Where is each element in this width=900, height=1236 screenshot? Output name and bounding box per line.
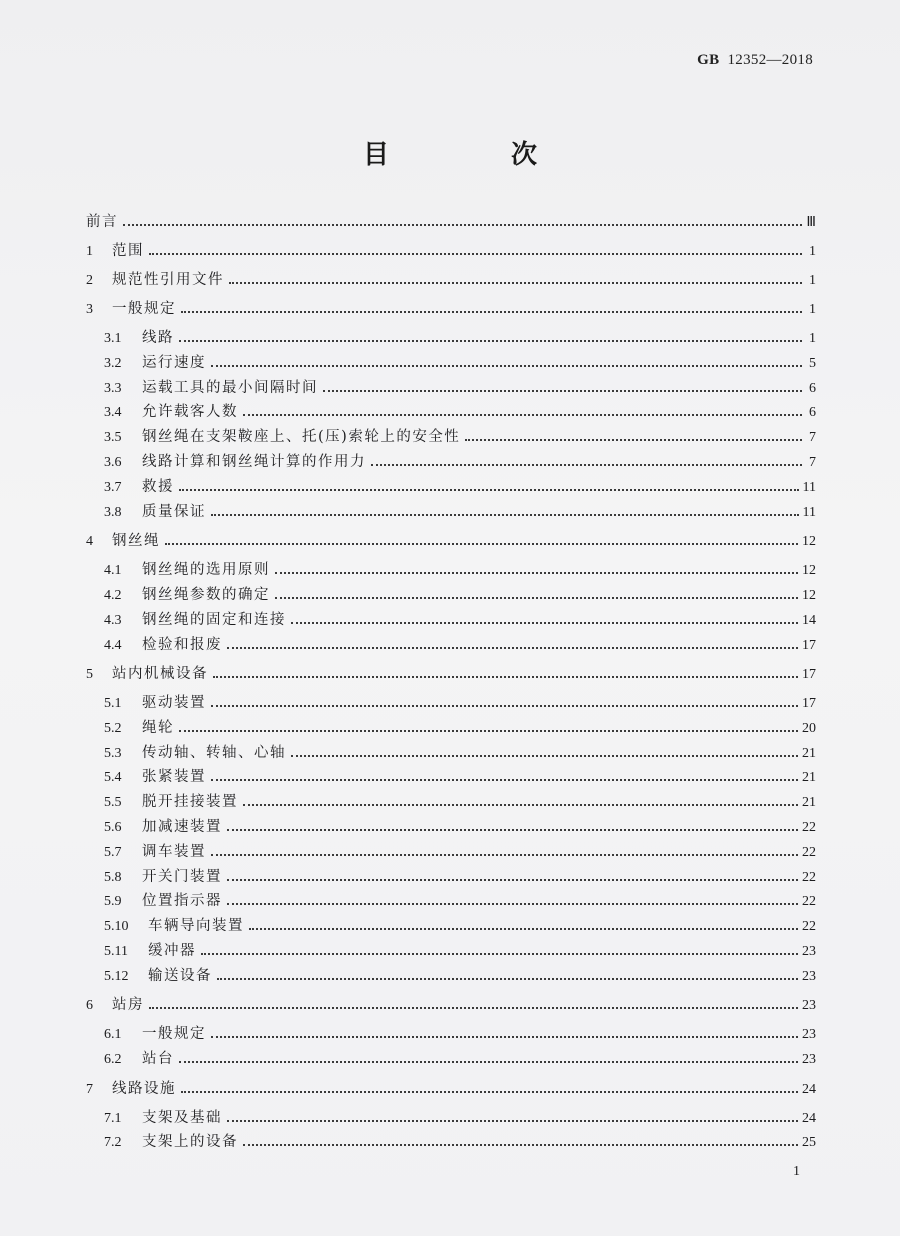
dot-leader [211,1035,798,1038]
toc-entry-page: 1 [809,302,816,317]
toc-entry-page: 22 [802,820,816,835]
dot-leader [165,542,798,545]
toc-entry [104,425,816,445]
dot-leader [227,646,798,649]
toc-entry-title: 一般规定 [112,301,176,317]
toc-entry [104,326,816,346]
toc-entry-title: 规范性引用文件 [112,272,224,288]
toc-entry-number: 4.4 [104,637,122,653]
toc-entry-number: 5.8 [104,869,122,885]
page-number: 1 [793,1164,800,1179]
standard-number: 12352—2018 [727,52,813,68]
dot-leader [211,778,798,781]
toc-entry [104,741,816,761]
toc-entry-page: 23 [802,1027,816,1043]
toc-entry-number: 3.7 [104,479,122,495]
toc-entry-title: 质量保证 [142,503,206,520]
dot-leader [179,339,802,342]
toc-entry-title: 绳轮 [142,719,174,736]
toc-entry [104,583,816,603]
toc-entry-page: 5 [809,355,816,371]
toc-entry-title: 站内机械设备 [112,666,208,682]
toc-entry-page: 14 [802,612,816,628]
toc-entry [86,529,816,549]
toc-entry-number: 1 [86,244,93,259]
toc-entry [104,964,816,984]
dot-leader [227,902,798,905]
toc-entry-title: 位置指示器 [142,893,222,910]
toc-entry-page: 22 [802,919,816,935]
toc-entry [104,558,816,578]
toc-entry-number: 5.1 [104,696,122,711]
toc-entry [86,662,816,682]
dot-leader [149,1006,798,1009]
dot-leader [291,754,798,757]
toc-entry [104,633,816,653]
toc-entry-title: 支架上的设备 [142,1134,238,1151]
toc-entry-number: 4.1 [104,563,122,579]
toc-entry-page: 23 [802,1052,816,1068]
toc-entry-title: 允许载客人数 [142,404,238,421]
toc-entry-title: 输送设备 [148,967,212,984]
toc-entry [104,1130,816,1150]
dot-leader [227,828,798,831]
toc-entry-title: 钢丝绳的选用原则 [142,562,270,579]
toc-entry [104,914,816,934]
toc-entry-page: 7 [809,455,816,470]
toc-entry-page: 22 [802,869,816,885]
dot-leader [227,878,798,881]
dot-leader [465,438,802,441]
toc-entry [104,691,816,711]
toc-entry-number: 5.12 [104,968,129,984]
toc-entry [86,268,816,288]
dot-leader [179,488,799,491]
toc-entry-page: 25 [802,1135,816,1151]
toc-entry [104,400,816,420]
toc-entry-title: 车辆导向装置 [148,918,244,935]
dot-leader [179,1060,798,1063]
toc-entry-page: 17 [802,637,816,653]
dot-leader [181,310,802,313]
dot-leader [275,571,798,574]
toc-entry [104,475,816,495]
toc-entry-page: 24 [802,1110,816,1126]
toc-entry-page: 17 [802,667,816,682]
toc-entry-number: 5.9 [104,894,122,910]
page-title: 目 次 [362,140,585,170]
dot-leader [227,1119,798,1122]
toc-entry [104,939,816,959]
toc-entry-page: 24 [802,1081,816,1097]
toc-entry [86,210,816,230]
dot-leader [211,513,799,516]
toc-entry-title: 钢丝绳参数的确定 [142,586,270,603]
toc-entry-page: Ⅲ [806,215,816,230]
dot-leader [181,1090,798,1093]
dot-leader [123,223,802,226]
toc-entry-page: 6 [809,405,816,421]
toc-entry-page: 12 [802,563,816,579]
toc-entry-title: 缓冲器 [148,943,196,959]
dot-leader [211,364,802,367]
toc-entry-title: 线路设施 [112,1080,176,1097]
toc-entry-title: 站台 [142,1051,174,1068]
toc-entry-page: 7 [809,430,816,446]
dot-leader [371,463,802,466]
toc-entry [86,993,816,1013]
toc-entry-title: 站房 [112,997,144,1014]
dot-leader [201,952,798,955]
toc-entry-number: 3.2 [104,355,122,371]
dot-leader [243,413,802,416]
toc-entry-title: 支架及基础 [142,1109,222,1126]
toc-entry-number: 5.10 [104,919,129,935]
toc-entry-number: 7.2 [104,1135,122,1151]
dot-leader [213,675,798,678]
dot-leader [211,704,798,707]
dot-leader [243,803,798,806]
toc-entry-title: 钢丝绳 [112,533,160,550]
toc-entry-number: 3.6 [104,455,122,470]
toc-entry-number: 3.5 [104,430,122,446]
toc-entry [104,716,816,736]
toc-entry-number: 6.2 [104,1052,122,1068]
dot-leader [291,621,798,624]
toc-entry-number: 3.1 [104,331,122,346]
toc-entry [104,865,816,885]
toc-entry-number: 3 [86,302,93,317]
toc-entry [104,1022,816,1042]
toc-entry [104,1047,816,1067]
toc-entry-title: 脱开挂接装置 [142,794,238,811]
toc-entry [104,815,816,835]
toc-entry-page: 21 [802,745,816,761]
dot-leader [229,281,802,284]
toc-entry-number: 5.7 [104,844,122,860]
toc-entry-page: 17 [802,696,816,711]
toc-entry-page: 22 [802,894,816,910]
toc-entry-number: 2 [86,273,93,288]
toc-entry-title: 救援 [142,478,174,495]
toc-entry-title: 传动轴、转轴、心轴 [142,744,286,761]
toc-entry-number: 4.2 [104,587,122,603]
toc-entry-page: 23 [802,944,816,959]
toc-entry-title: 开关门装置 [142,868,222,885]
toc-entry [86,297,816,317]
toc-entry-title: 一般规定 [142,1026,206,1043]
toc-entry-title: 驱动装置 [142,695,206,711]
toc-entry-page: 11 [802,479,816,495]
toc-entry [104,500,816,520]
toc-entry-title: 线路 [142,330,174,346]
standard-prefix: GB [697,52,720,68]
dot-leader [149,252,802,255]
toc-entry [104,351,816,371]
toc-entry-number: 5.5 [104,795,122,811]
toc-entry-page: 12 [802,534,816,550]
toc-entry-number: 4.3 [104,612,122,628]
toc-entry-page: 20 [802,720,816,736]
toc-entry-title: 检验和报废 [142,636,222,653]
toc-entry-number: 6.1 [104,1027,122,1043]
toc-entry-title: 前言 [86,214,118,230]
toc-entry-number: 3.4 [104,405,122,421]
standard-code [697,52,813,69]
toc-entry-page: 23 [802,968,816,984]
toc-entry [104,608,816,628]
toc-entry [104,376,816,396]
toc-entry-title: 张紧装置 [142,769,206,786]
toc-entry-number: 4 [86,534,93,550]
toc-entry-number: 5.6 [104,820,122,835]
toc-entry-page: 11 [802,504,816,520]
toc-entry-number: 3.8 [104,504,122,520]
toc-entry-title: 钢丝绳的固定和连接 [142,611,286,628]
toc-entry-title: 线路计算和钢丝绳计算的作用力 [142,454,366,470]
dot-leader [249,927,798,930]
toc-entry-page: 12 [802,587,816,603]
toc-entry [104,889,816,909]
toc-entry [104,840,816,860]
toc-entry-number: 5 [86,667,93,682]
dot-leader [217,977,798,980]
toc-entry-title: 加减速装置 [142,819,222,835]
toc-entry [86,1077,816,1097]
toc-entry-title: 钢丝绳在支架鞍座上、托(压)索轮上的安全性 [142,429,461,446]
toc-entry-title: 运行速度 [142,354,206,371]
toc-entry-number: 3.3 [104,380,122,396]
toc-entry-page: 6 [809,380,816,396]
dot-leader [211,853,798,856]
toc-entry [104,765,816,785]
toc-entry-number: 5.4 [104,770,122,786]
toc-entry-number: 7 [86,1081,93,1097]
toc-entry [104,1106,816,1126]
toc-entry-page: 23 [802,998,816,1014]
dot-leader [179,729,798,732]
toc-entry-page: 1 [809,244,816,259]
toc-entry [86,239,816,259]
toc-entry-number: 5.2 [104,720,122,736]
toc-entry-page: 21 [802,795,816,811]
toc-entry [104,790,816,810]
toc-entry-number: 5.11 [104,944,128,959]
toc-entry-page: 22 [802,844,816,860]
toc-entry-number: 7.1 [104,1110,122,1126]
toc-entry-page: 1 [809,273,816,288]
toc-entry-title: 范围 [112,243,144,259]
toc-entry-title: 调车装置 [142,843,206,860]
toc-entry [104,450,816,470]
dot-leader [243,1143,798,1146]
toc-entry-number: 6 [86,998,93,1014]
dot-leader [323,389,802,392]
toc-entry-page: 1 [809,331,816,346]
dot-leader [275,596,798,599]
toc-entry-number: 5.3 [104,745,122,761]
toc-entry-title: 运载工具的最小间隔时间 [142,379,318,396]
toc-entry-page: 21 [802,770,816,786]
